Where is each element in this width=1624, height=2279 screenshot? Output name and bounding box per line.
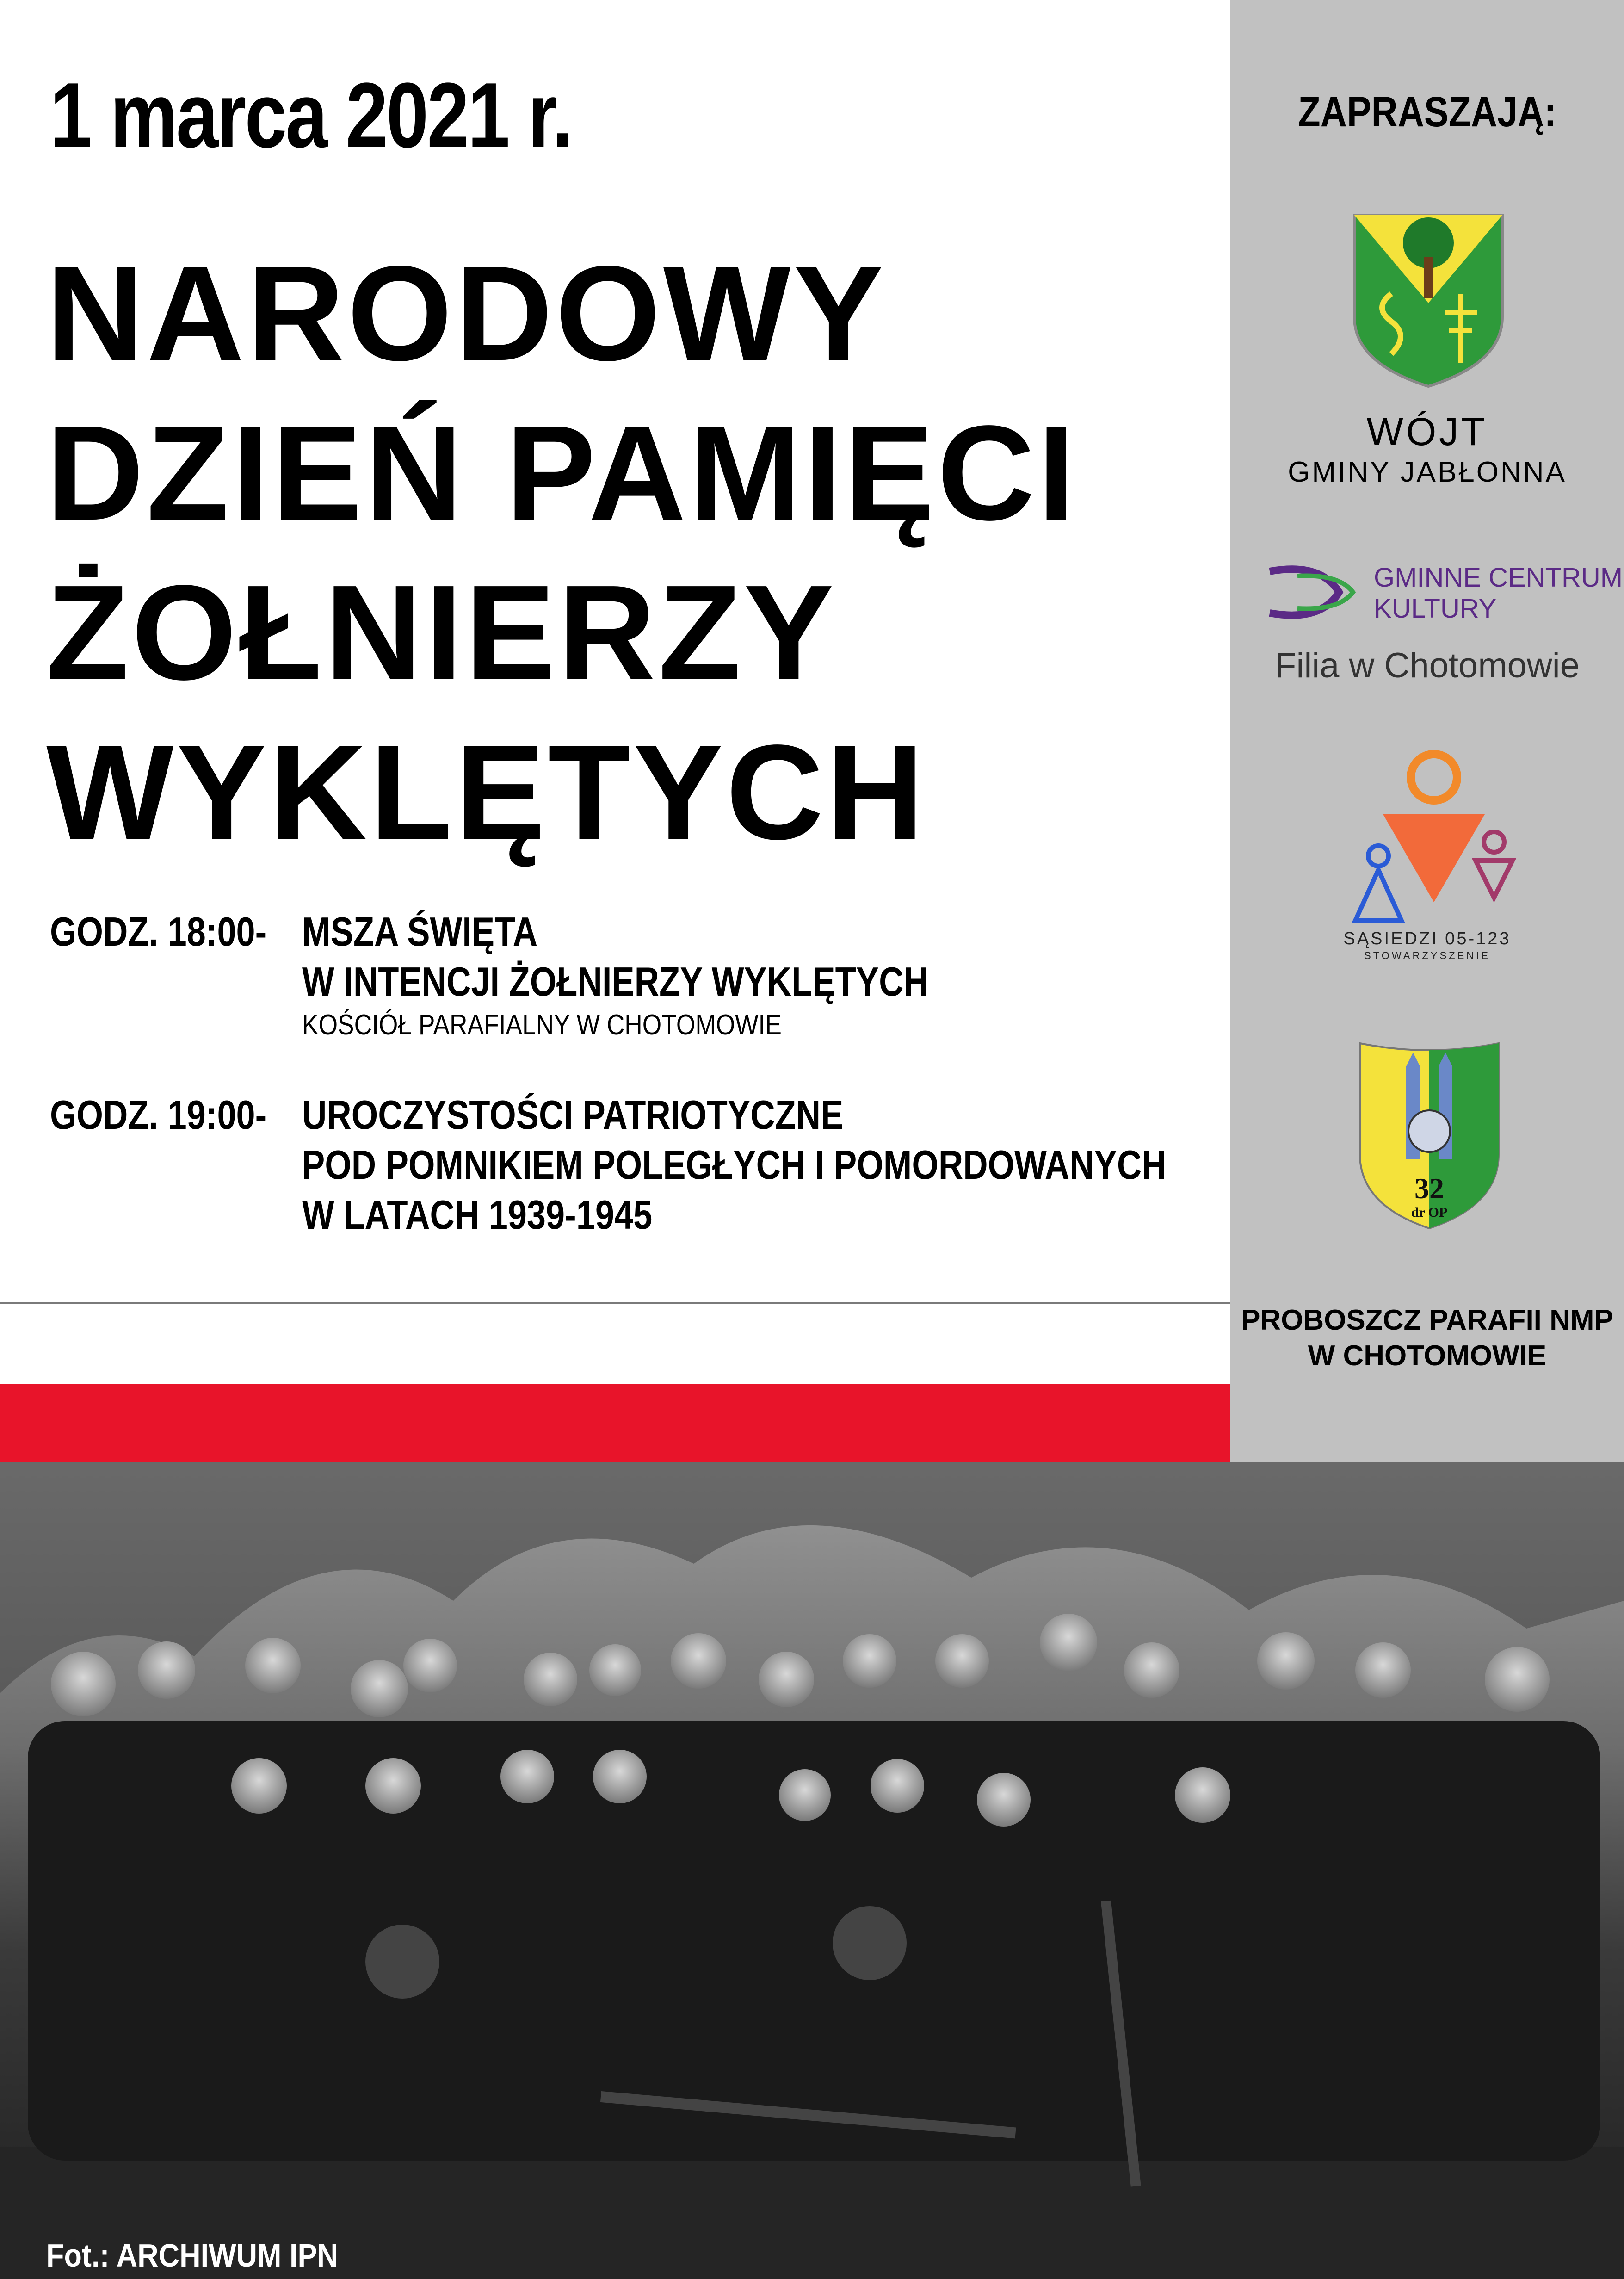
- photo-credit: Fot.: ARCHIWUM IPN: [46, 2237, 339, 2273]
- title-line: DZIEŃ PAMIĘCI: [46, 397, 1078, 548]
- organizer-name: GMINNE CENTRUM: [1374, 563, 1623, 593]
- event-schedule: [50, 907, 1331, 1286]
- title-line: WYKLĘTYCH: [46, 717, 927, 867]
- historical-photo: [0, 1462, 1624, 2279]
- organizer-name: KULTURY: [1374, 594, 1497, 624]
- gck-logo-icon: [1265, 557, 1367, 627]
- event-line: W LATACH 1939-1945: [302, 1192, 653, 1238]
- event-mass: [50, 907, 1331, 1044]
- soldiers-photo-image: [0, 1462, 1624, 2279]
- event-time: GODZ. 18:00-: [50, 909, 267, 954]
- organizer-name: W CHOTOMOWIE: [1308, 1340, 1547, 1372]
- event-time: GODZ. 19:00-: [50, 1092, 267, 1138]
- shield-caption: dr OP: [1411, 1205, 1448, 1220]
- event-place: KOŚCIÓŁ PARAFIALNY W CHOTOMOWIE: [302, 1009, 782, 1041]
- organizer-branch: Filia w Chotomowie: [1275, 646, 1580, 685]
- organizer-name: PROBOSZCZ PARAFII NMP: [1241, 1304, 1613, 1336]
- organizer-name: SĄSIEDZI 05-123: [1343, 929, 1511, 948]
- event-line: UROCZYSTOŚCI PATRIOTYCZNE: [302, 1092, 844, 1138]
- event-ceremony: [50, 1090, 1331, 1240]
- invite-heading: ZAPRASZAJĄ:: [1298, 88, 1556, 136]
- military-shield-icon: [1355, 1039, 1503, 1233]
- title-line: ŻOŁNIERZY: [46, 557, 837, 708]
- organizer-name: WÓJT: [1366, 410, 1488, 453]
- divider-line: [0, 1302, 1230, 1304]
- organizer-name: GMINY JABŁONNA: [1288, 456, 1567, 488]
- sasiedzi-logo-icon: [1346, 749, 1522, 925]
- title-line: NARODOWY: [46, 238, 887, 389]
- event-line: MSZA ŚWIĘTA: [302, 909, 538, 954]
- red-stripe: [0, 1384, 1230, 1462]
- poster-title: [46, 234, 1078, 872]
- coat-of-arms-icon: [1350, 211, 1507, 391]
- event-date: 1 marca 2021 r.: [50, 64, 572, 167]
- event-line: W INTENCJI ŻOŁNIERZY WYKLĘTYCH: [302, 959, 928, 1004]
- event-line: POD POMNIKIEM POLEGŁYCH I POMORDOWANYCH: [302, 1142, 1167, 1188]
- organizer-subtitle: STOWARZYSZENIE: [1364, 950, 1490, 961]
- shield-number: 32: [1414, 1172, 1444, 1205]
